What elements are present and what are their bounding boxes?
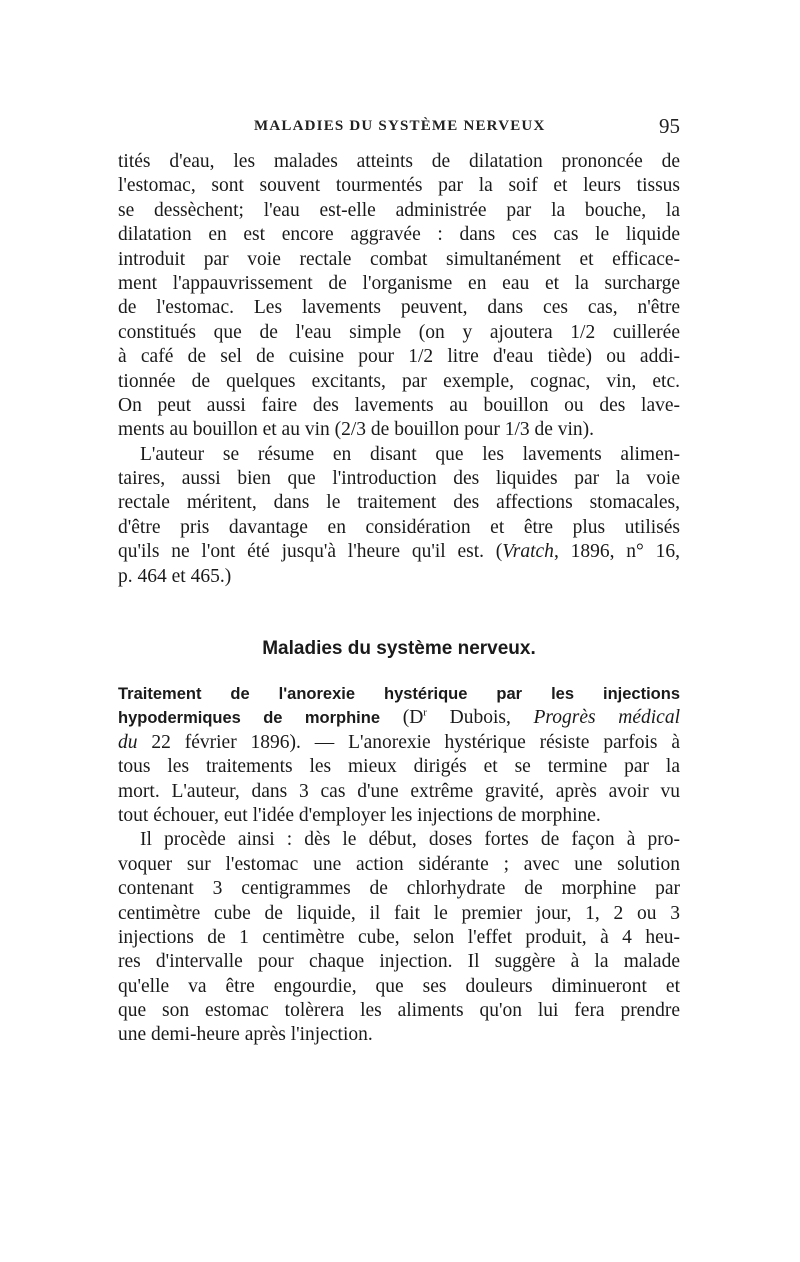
- text-line: ments au bouillon et au vin (2/3 de bouillon pour 1/3 de vin).: [118, 419, 595, 441]
- section-heading: Maladies du système nerveux.: [262, 638, 536, 659]
- citation-pre: qu'ils ne l'ont été jusqu'à l'heure qu'il est. (: [118, 541, 503, 563]
- article-title-author-line: [118, 706, 680, 730]
- author-open: (D: [402, 707, 424, 729]
- citation-line: [118, 540, 680, 564]
- article-title-line: Traitement de l'anorexie hystérique par les injections: [118, 685, 680, 703]
- text-line: contenant 3 centigrammes de chlorhydrate de morphine par: [118, 878, 680, 900]
- journal-name: Progrès médical: [533, 707, 681, 729]
- text-line: On peut aussi faire des lavements au bouillon ou des lave-: [118, 394, 680, 416]
- citation-journal: Vratch: [502, 541, 554, 563]
- text-line: que son estomac tolèrera les aliments qu'on lui fera prendre: [118, 1000, 680, 1022]
- running-title: MALADIES DU SYSTÈME NERVEUX: [254, 118, 546, 134]
- text-line: voquer sur l'estomac une action sidérante ; avec une solution: [118, 853, 680, 875]
- journal-name-cont: du: [118, 731, 138, 753]
- running-header: [118, 114, 680, 140]
- section1-text: [118, 150, 680, 589]
- text-line: taires, aussi bien que l'introduction des liquides par la voie: [118, 468, 680, 490]
- text-line: L'auteur se résume en disant que les lavements alimen-: [140, 443, 680, 465]
- author-sup: r: [423, 706, 427, 719]
- text-line: tout échouer, eut l'idée d'employer les injections de morphine.: [118, 804, 601, 826]
- text-line: centimètre cube de liquide, il fait le premier jour, 1, 2 ou 3: [118, 902, 680, 924]
- text-line: ment l'appauvrissement de l'organisme en eau et la surcharge: [118, 272, 680, 294]
- page-number: 95: [659, 114, 680, 138]
- text-line: mort. L'auteur, dans 3 cas d'une extrême gravité, après avoir vu: [118, 780, 680, 802]
- text-line: injections de 1 centimètre cube, selon l'effet produit, à 4 heu-: [118, 926, 680, 948]
- citation-post: , 1896, n° 16,: [553, 541, 680, 563]
- text-line: Il procède ainsi : dès le début, doses fortes de façon à pro-: [140, 829, 680, 851]
- text-line: l'estomac, sont souvent tourmentés par la soif et leurs tissus: [118, 175, 680, 197]
- date-line: [118, 731, 680, 755]
- text-line: res d'intervalle pour chaque injection. Il suggère à la malade: [118, 951, 680, 973]
- text-line: une demi-heure après l'injection.: [118, 1024, 373, 1046]
- text-line: tités d'eau, les malades atteints de dilatation prononcée de: [118, 151, 680, 172]
- text-line: dilatation en est encore aggravée : dans ces cas le liquide: [118, 224, 680, 246]
- date-rest: 22 février 1896). — L'anorexie hystérique résiste parfois à: [137, 731, 680, 753]
- section2-text: [118, 682, 680, 1048]
- text-line: se dessèchent; l'eau est-elle administrée par la bouche, la: [118, 199, 680, 221]
- text-line: constitués que de l'eau simple (on y ajoutera 1/2 cuillerée: [118, 321, 680, 343]
- text-line: à café de sel de cuisine pour 1/2 litre d'eau tiède) ou addi-: [118, 346, 680, 368]
- text-line: rectale méritent, dans le traitement des affections stomacales,: [118, 492, 680, 514]
- text-line: de l'estomac. Les lavements peuvent, dans ces cas, n'être: [118, 297, 680, 319]
- article-title-line2: hypodermiques de morphine: [118, 709, 381, 728]
- text-line: introduit par voie rectale combat simultanément et efficace-: [118, 248, 680, 270]
- text-line: d'être pris davantage en considération et être plus utilisés: [118, 516, 680, 538]
- text-line: tionnée de quelques excitants, par exemple, cognac, vin, etc.: [118, 370, 680, 392]
- author-name: Dubois,: [426, 707, 534, 729]
- text-line: qu'elle va être engourdie, que ses douleurs diminueront et: [118, 975, 680, 997]
- citation-last-line: p. 464 et 465.): [118, 565, 232, 587]
- text-line: tous les traitements les mieux dirigés et se termine par la: [118, 756, 680, 778]
